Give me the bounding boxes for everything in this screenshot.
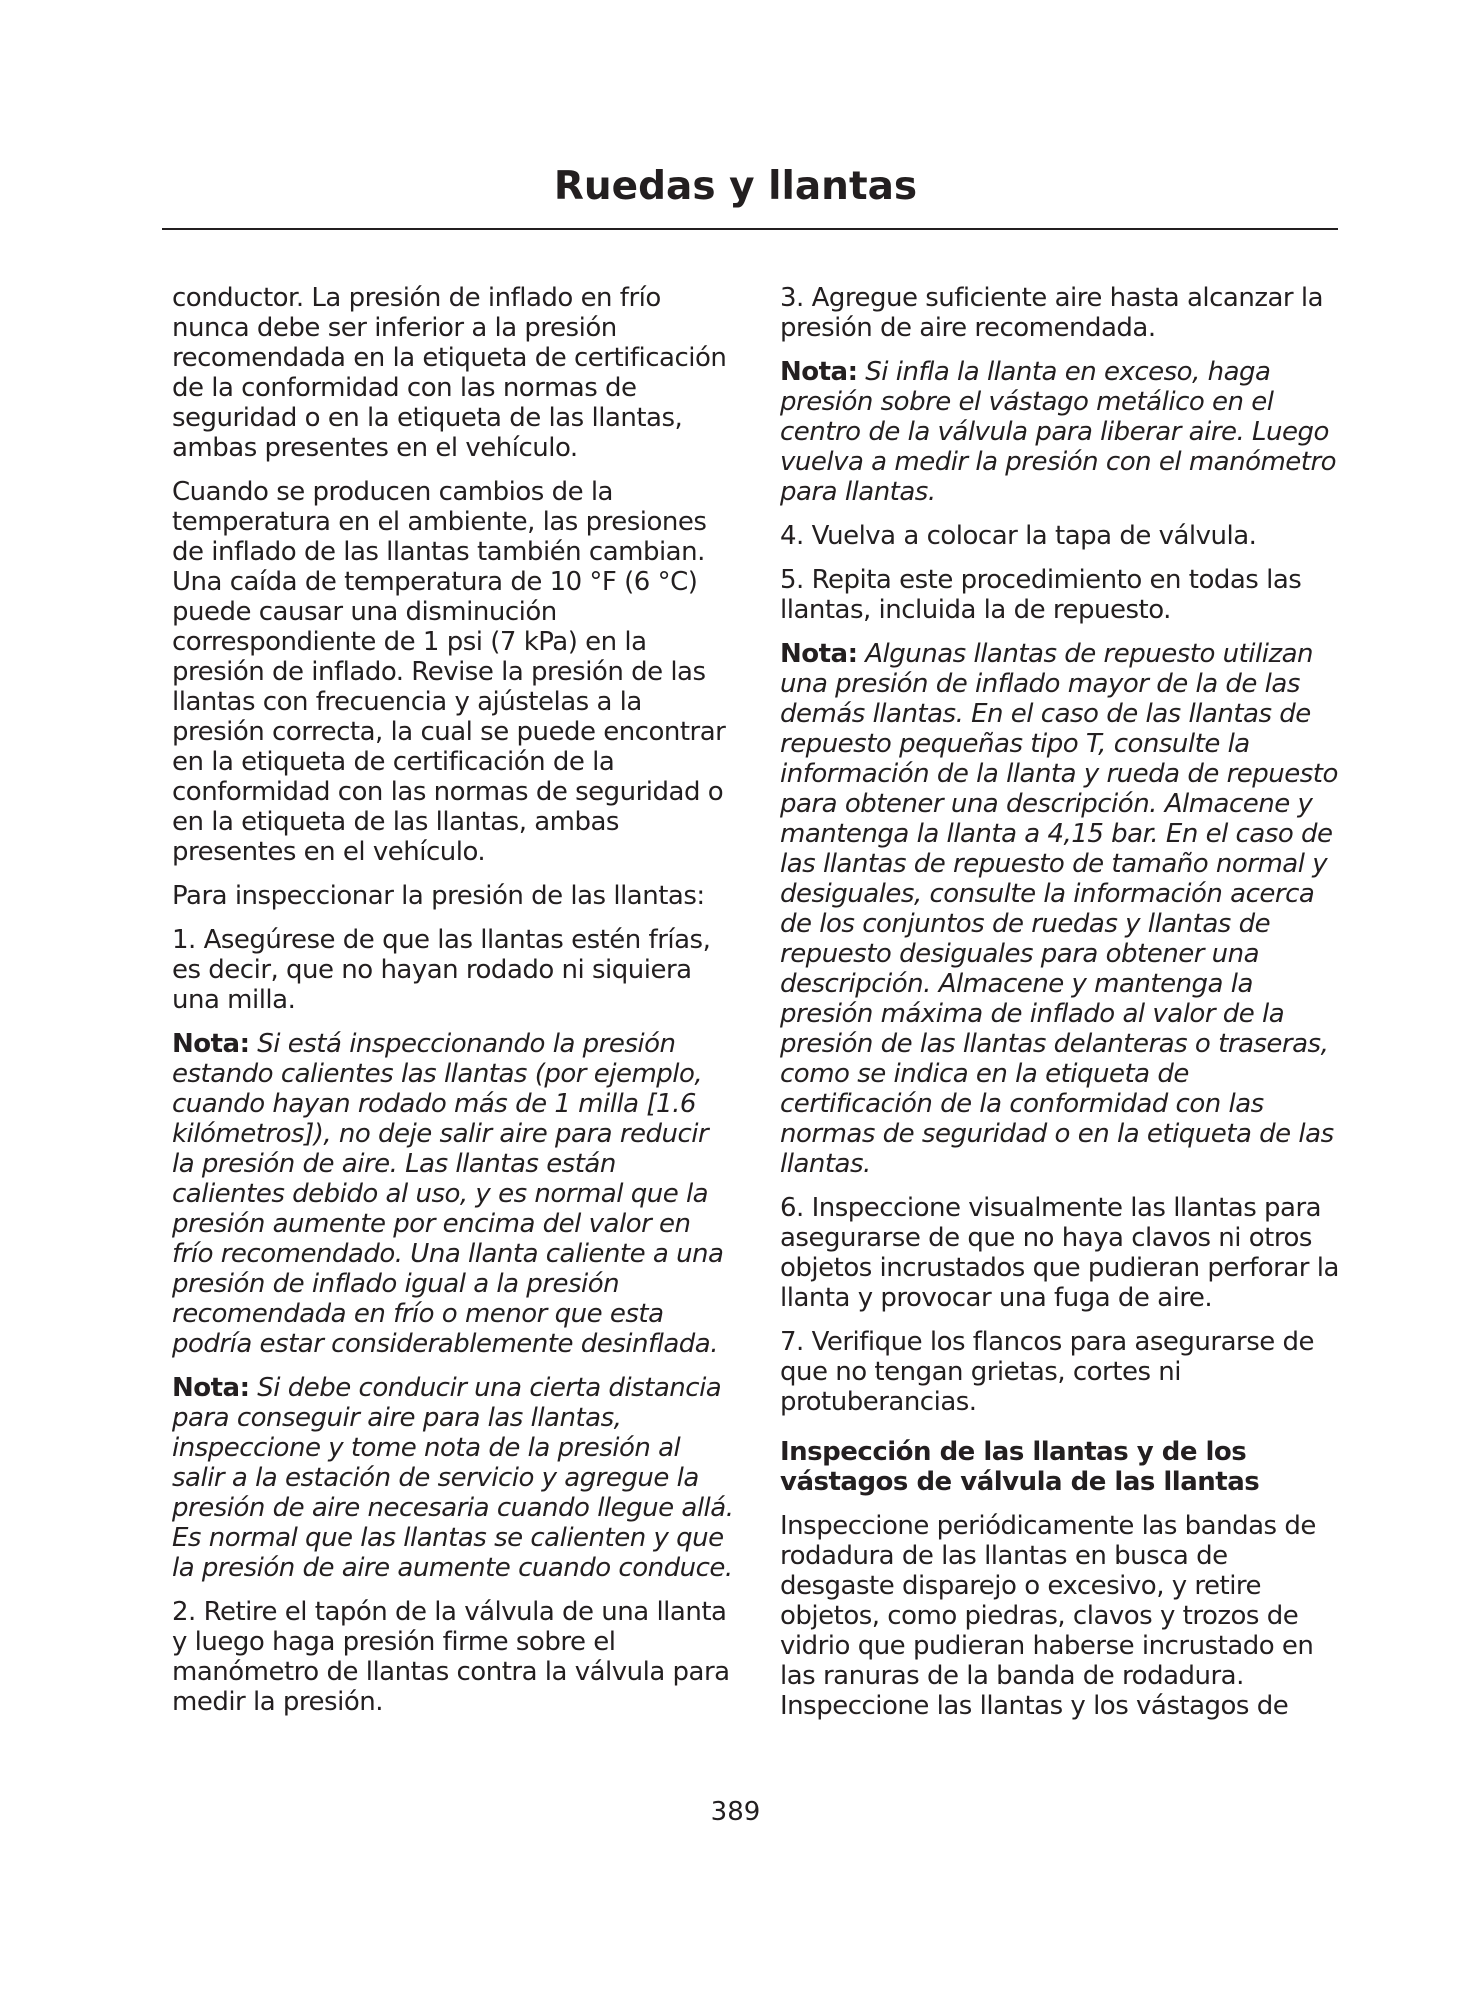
note-label: Nota: <box>172 1029 250 1059</box>
note-text: Si infla la llanta en exceso, haga presión sobre el vástago metálico en el centro de la válvula para liberar aire. Luego vuelva a medir la presión con el manómetro para llantas. <box>780 357 1337 507</box>
step-7: 7. Verifique los flancos para asegurarse de que no tengan grietas, cortes ni protuberancias. <box>780 1327 1315 1417</box>
paragraph-inflation-pressure: conductor. La presión de inflado en frío nunca debe ser inferior a la presión recomendada en la etiqueta de certificación de la conformidad con las normas de seguridad o en la etiqueta de las llantas, ambas presentes en el vehículo. <box>172 283 727 463</box>
note-label: Nota: <box>780 639 858 669</box>
note-drive-distance <box>172 1373 735 1583</box>
step-2: 2. Retire el tapón de la válvula de una llanta y luego haga presión firme sobre el manómetro de llantas contra la válvula para medir la presión. <box>172 1597 730 1717</box>
right-column <box>780 283 1343 1735</box>
step-4: 4. Vuelva a colocar la tapa de válvula. <box>780 521 1257 551</box>
note-label: Nota: <box>172 1373 250 1403</box>
step-1: 1. Asegúrese de que las llantas estén frías, es decir, que no hayan rodado ni siquiera una milla. <box>172 925 711 1015</box>
note-text: Si debe conducir una cierta distancia para conseguir aire para las llantas, inspeccione y tome nota de la presión al salir a la estación de servicio y agregue la presión de aire necesaria cuando llegue allá. Es normal que las llantas se calienten y que la presión de aire aumente cuando conduce. <box>172 1373 734 1583</box>
page-title: Ruedas y llantas <box>553 164 918 209</box>
header-rule <box>162 228 1338 230</box>
note-text: Si está inspeccionando la presión estando calientes las llantas (por ejemplo, cuando hayan rodado más de 1 milla [1.6 kilómetros]), no deje salir aire para reducir la presión de aire. Las llantas están calientes debido al uso, y es normal que la presión aumente por encima del valor en frío recomendado. Una llanta caliente a una presión de inflado igual a la presión recomendada en frío o menor que esta podría estar considerablemente desinflada. <box>172 1029 724 1359</box>
paragraph-temperature-change: Cuando se producen cambios de la temperatura en el ambiente, las presiones de inflado de las llantas también cambian. Una caída de temperatura de 10 °F (6 °C) puede causar una disminución correspondiente de 1 psi (7 kPa) en la presión de inflado. Revise la presión de las llantas con frecuencia y ajústelas a la presión correcta, la cual se puede encontrar en la etiqueta de certificación de la conformidad con las normas de seguridad o en la etiqueta de las llantas, ambas presentes en el vehículo. <box>172 477 726 867</box>
page-number: 389 <box>710 1797 761 1827</box>
step-5: 5. Repita este procedimiento en todas las llantas, incluida la de repuesto. <box>780 565 1302 625</box>
note-text: Algunas llantas de repuesto utilizan una presión de inflado mayor de la de las demás llantas. En el caso de las llantas de repuesto pequeñas tipo T, consulte la información de la llanta y rueda de repuesto para obtener una descripción. Almacene y mantenga la llanta a 4,15 bar. En el caso de las llantas de repuesto de tamaño normal y desiguales, consulte la información acerca de los conjuntos de ruedas y llantas de repuesto desiguales para obtener una descripción. Almacene y mantenga la presión máxima de inflado al valor de la presión de las llantas delanteras o traseras, como se indica en la etiqueta de certificación de la conformidad con las normas de seguridad o en la etiqueta de las llantas. <box>780 639 1338 1179</box>
note-hot-tires <box>172 1029 735 1359</box>
step-6: 6. Inspeccione visualmente las llantas para asegurarse de que no haya clavos ni otros objetos incrustados que pudieran perforar la llanta y provocar una fuga de aire. <box>780 1193 1339 1313</box>
left-column <box>172 283 735 1731</box>
note-label: Nota: <box>780 357 858 387</box>
note-spare-tires <box>780 639 1343 1179</box>
note-overinflation <box>780 357 1343 507</box>
paragraph-tread-inspection: Inspeccione periódicamente las bandas de rodadura de las llantas en busca de desgaste disparejo o excesivo, y retire objetos, como piedras, clavos y trozos de vidrio que pudieran haberse incrustado en las ranuras de la banda de rodadura. Inspeccione las llantas y los vástagos de <box>780 1511 1316 1721</box>
paragraph-inspect-intro: Para inspeccionar la presión de las llantas: <box>172 881 705 911</box>
section-heading: Inspección de las llantas y de los vástagos de válvula de las llantas <box>780 1437 1260 1497</box>
step-3: 3. Agregue suficiente aire hasta alcanzar la presión de aire recomendada. <box>780 283 1324 343</box>
